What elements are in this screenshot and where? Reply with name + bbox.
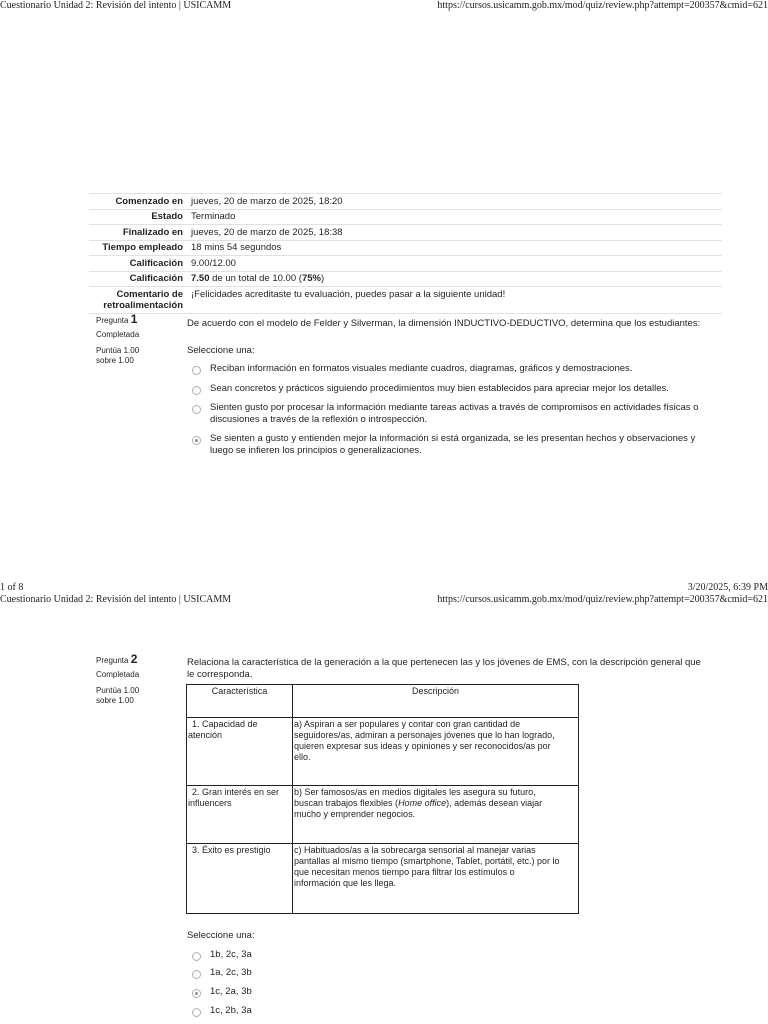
question-info-1 [96, 314, 139, 366]
characteristic-cell [187, 844, 293, 914]
summary-row-state [89, 209, 722, 225]
characteristic-cell [187, 786, 293, 844]
answer-option[interactable] [192, 949, 252, 961]
answer-option[interactable] [192, 1005, 252, 1017]
print-footer-page: 1 of 8 [0, 582, 24, 593]
relation-table-header [187, 685, 579, 718]
summary-row-time [89, 240, 722, 256]
option-label [210, 383, 669, 395]
description-cell [293, 844, 579, 914]
question-state: Completada [96, 670, 140, 679]
answer-option[interactable] [192, 383, 669, 395]
option-label [210, 363, 632, 375]
summary-value: Terminado [188, 209, 722, 225]
question-text-1: De acuerdo con el modelo de Felder y Silverman, la dimensión INDUCTIVO-DEDUCTIVO, determina que los estudiantes: [187, 318, 701, 329]
description-cell [293, 718, 579, 786]
cell-line: 3. Éxito es prestigio [192, 845, 271, 855]
question-text-line: Relaciona la característica de la generación a la que pertenecen las y los jóvenes de EMS, con la descripción general que [187, 657, 701, 668]
column-header-description: Descripción [293, 685, 579, 718]
grade-percent: 75% [301, 273, 321, 284]
description-cell [293, 786, 579, 844]
answer-option[interactable] [192, 363, 632, 375]
column-header-characteristic: Característica [187, 685, 293, 718]
option-line: Se sienten a gusto y entienden mejor la información si está organizada, se les presentan hechos y observaciones y [210, 433, 696, 444]
option-line: Reciban información en formatos visuales mediante cuadros, diagramas, gráficos y demostraciones. [210, 363, 633, 374]
question-num: 2 [130, 652, 138, 666]
option-line: discusiones a través de la reflexión o introspección. [210, 413, 428, 425]
question-text-line: le corresponda. [187, 668, 253, 680]
radio-button-checked[interactable] [192, 436, 201, 445]
summary-row-feedback [89, 287, 722, 314]
summary-label: Calificación [89, 271, 188, 287]
answer-option[interactable] [192, 967, 252, 979]
select-one-prompt: Seleccione una: [187, 345, 255, 356]
option-label: 1b, 2c, 3a [210, 949, 252, 960]
summary-label: Finalizado en [89, 225, 188, 241]
summary-row-grade [89, 271, 722, 287]
summary-label: Calificación [89, 256, 188, 272]
option-label: 1c, 2a, 3b [210, 986, 252, 997]
question-grade-line2: sobre 1.00 [96, 356, 134, 365]
answer-option-selected[interactable] [192, 986, 252, 998]
print-footer-date: 3/20/2025, 6:39 PM [687, 582, 768, 593]
question-text-2 [187, 657, 701, 680]
cell-line: ), además desean viajar [446, 798, 543, 808]
cell-line: buscan trabajos flexibles ( [294, 798, 399, 808]
option-label [210, 433, 695, 456]
grade-score: 7.50 [191, 273, 210, 284]
question-info-2 [96, 654, 139, 706]
question-label: Pregunta [96, 316, 131, 325]
radio-button[interactable] [192, 386, 201, 395]
question-state: Completada [96, 330, 140, 339]
question-grade-line1: Puntúa 1.00 [96, 346, 140, 355]
summary-value [188, 271, 722, 287]
summary-value: jueves, 20 de marzo de 2025, 18:20 [188, 194, 722, 210]
cell-line: ello. [294, 752, 311, 762]
cell-line: b) Ser famosos/as en medios digitales les asegura su futuro, [294, 787, 536, 797]
summary-value: 9.00/12.00 [188, 256, 722, 272]
question-num: 1 [130, 312, 138, 326]
grade-close-paren: ) [320, 273, 325, 284]
radio-button-checked[interactable] [192, 989, 201, 998]
cell-line: atención [188, 730, 223, 740]
question-grade-line2: sobre 1.00 [96, 696, 134, 705]
radio-button[interactable] [192, 952, 201, 961]
table-row [187, 718, 579, 786]
summary-row-finished [89, 225, 722, 241]
cell-line: seguidores/as, admiran a personajes jóvenes que lo han logrado, [294, 730, 555, 740]
option-label: 1c, 2b, 3a [210, 1005, 252, 1016]
print-header-url: https://cursos.usicamm.gob.mx/mod/quiz/review.php?attempt=200357&cmid=621 [437, 0, 768, 11]
print-header-title: Cuestionario Unidad 2: Revisión del intento | USICAMM [0, 594, 232, 605]
cell-line: a) Aspiran a ser populares y contar con gran cantidad de [294, 719, 521, 729]
question-grade-line1: Puntúa 1.00 [96, 686, 140, 695]
question-number [96, 314, 139, 326]
radio-button[interactable] [192, 366, 201, 375]
answer-option-selected[interactable] [192, 433, 695, 456]
cell-italic: Home office [398, 798, 447, 808]
summary-label: Tiempo empleado [89, 240, 188, 256]
cell-line: influencers [188, 798, 232, 808]
summary-row-marks [89, 256, 722, 272]
table-row [187, 786, 579, 844]
option-line: Sienten gusto por procesar la información mediante tareas activas a través de compromisos en actividades físicas o [210, 402, 699, 413]
option-line: Sean concretos y prácticos siguiendo procedimientos muy bien establecidos para apreciar mejor los detalles. [210, 383, 669, 394]
option-label [210, 402, 698, 425]
grade-total-text: de un total de 10.00 ( [209, 273, 302, 284]
summary-label: Comenzado en [89, 194, 188, 210]
cell-line: 2. Gran interés en ser [192, 787, 280, 797]
print-header-title: Cuestionario Unidad 2: Revisión del intento | USICAMM [0, 0, 232, 11]
table-row [187, 844, 579, 914]
cell-line: quieren expresar sus ideas y opiniones y ser reconocidos/as por [294, 741, 551, 751]
print-header-url: https://cursos.usicamm.gob.mx/mod/quiz/review.php?attempt=200357&cmid=621 [437, 594, 768, 605]
relation-table [186, 684, 579, 914]
summary-value: 18 mins 54 segundos [188, 240, 722, 256]
cell-line: información que les llega. [294, 878, 397, 888]
answer-option[interactable] [192, 402, 698, 425]
question-label: Pregunta [96, 656, 131, 665]
summary-label: Estado [89, 209, 188, 225]
option-line: luego se infieren los principios o generalizaciones. [210, 444, 422, 456]
attempt-summary-table [89, 193, 722, 314]
question-number [96, 654, 139, 666]
summary-label: Comentario de retroalimentación [89, 287, 188, 314]
radio-button[interactable] [192, 405, 201, 414]
cell-line: mucho y emprender negocios. [294, 809, 416, 819]
cell-line: que necesitan menos tiempo para filtrar los estímulos o [294, 867, 515, 877]
summary-value: jueves, 20 de marzo de 2025, 18:38 [188, 225, 722, 241]
summary-value: ¡Felicidades acreditaste tu evaluación, puedes pasar a la siguiente unidad! [188, 287, 722, 314]
summary-row-started [89, 194, 722, 210]
select-one-prompt: Seleccione una: [187, 930, 255, 941]
characteristic-cell [187, 718, 293, 786]
cell-line: pantallas al mismo tiempo (smartphone, Tablet, portátil, etc.) por lo [294, 856, 560, 866]
cell-line: 1. Capacidad de [192, 719, 258, 729]
option-label: 1a, 2c, 3b [210, 967, 252, 978]
radio-button[interactable] [192, 970, 201, 979]
radio-button[interactable] [192, 1008, 201, 1017]
cell-line: c) Habituados/as a la sobrecarga sensorial al manejar varias [294, 845, 536, 855]
